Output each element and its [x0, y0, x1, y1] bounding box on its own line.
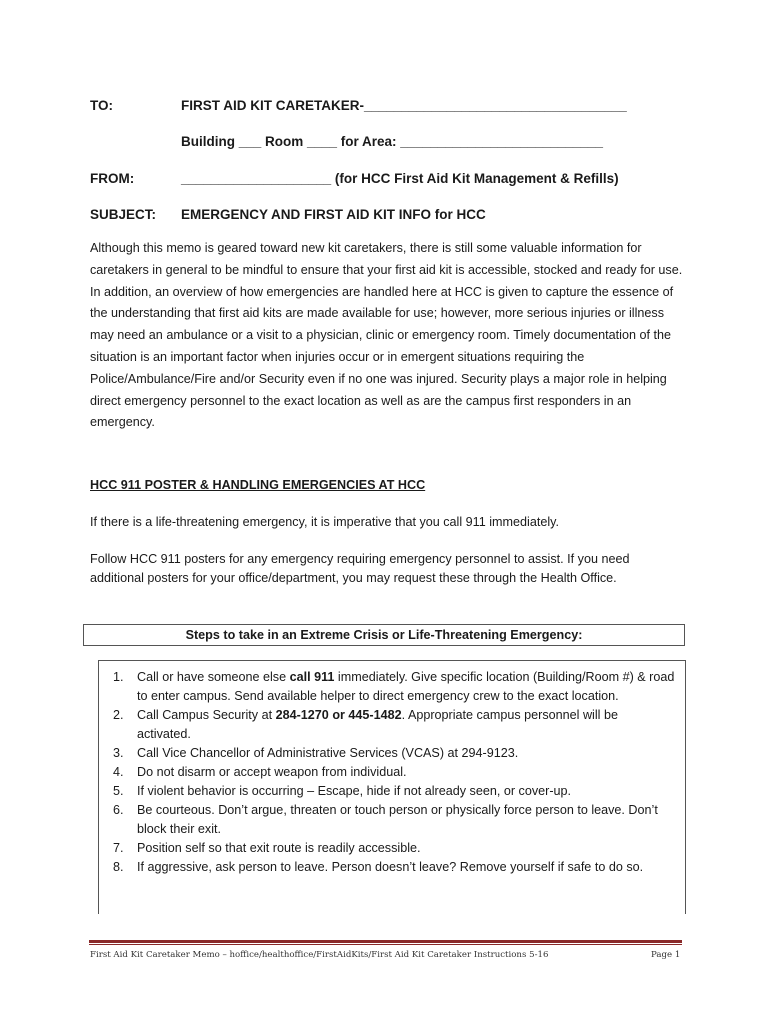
step-text: If violent behavior is occurring – Escape, hide if not already seen, or cover-up. [137, 784, 572, 798]
footer-page-number: Page 1 [651, 950, 681, 960]
step-number: 8. [113, 860, 124, 874]
posters-paragraph: Follow HCC 911 posters for any emergency requiring emergency personnel to assist. If you need additional posters for your office/department, you may request these through the Health Office. [90, 552, 630, 585]
step-item [107, 744, 675, 763]
from-label: FROM: [90, 171, 135, 186]
step-number: 3. [113, 746, 124, 760]
step-text: Be courteous. Don’t argue, threaten or touch person or physically force person to leave. Don’t block their exit. [137, 803, 658, 836]
building-value: Building ___ Room ____ for Area: ___________________________ [181, 134, 604, 149]
step-text-tail: immediately. Give specific location (Building/Room #) & road to enter campus. Send available helper to direct emergency crew to the exact location. [137, 670, 675, 703]
intro-paragraph: Although this memo is geared toward new kit caretakers, there is still some valuable information for caretakers in general to be mindful to ensure that your first aid kit is accessible, stocked and ready for use. In addition, an overview of how emergencies are handled here at HCC is given to capture the essence of the understanding that first aid kits are made available for use; however, more serious injuries or illness may need an ambulance or a visit to a physician, clinic or emergency room. Timely documentation of the situation is an important factor when injuries occur or in emergent situations requiring the Police/Ambulance/Fire and/or Security even if no one was injured. Security plays a major role in helping direct emergency personnel to the exact location as well as are the campus first responders in an emergency. [90, 241, 683, 430]
step-number: 4. [113, 765, 124, 779]
step-number: 7. [113, 841, 124, 855]
step-item [107, 706, 675, 744]
step-text-tail: . Appropriate campus personnel will be activated. [137, 708, 618, 741]
subject-label: SUBJECT: [90, 207, 157, 222]
step-item [107, 782, 675, 801]
step-text: Do not disarm or accept weapon from individual. [137, 765, 407, 779]
step-emphasis: call 911 [289, 670, 335, 684]
call-911-paragraph: If there is a life-threatening emergency, it is imperative that you call 911 immediately. [90, 515, 559, 529]
from-value: ____________________ (for HCC First Aid Kit Management & Refills) [181, 171, 619, 186]
subject-value: EMERGENCY AND FIRST AID KIT INFO for HCC [181, 207, 486, 222]
footer-divider [89, 940, 682, 943]
step-number: 2. [113, 708, 124, 722]
step-item [107, 668, 675, 706]
step-text: Call Vice Chancellor of Administrative Services (VCAS) at 294-9123. [137, 746, 519, 760]
footer-document-path: First Aid Kit Caretaker Memo – hoffice/healthoffice/FirstAidKits/First Aid Kit Caretaker Instructions 5-16 [90, 950, 549, 960]
step-text: If aggressive, ask person to leave. Person doesn’t leave? Remove yourself if safe to do so. [137, 860, 644, 874]
step-item [107, 763, 675, 782]
to-value: FIRST AID KIT CARETAKER-___________________________________ [181, 98, 627, 113]
step-text: Call Campus Security at [137, 708, 276, 722]
step-number: 6. [113, 803, 124, 817]
to-label: TO: [90, 98, 113, 113]
footer-divider-thin [89, 944, 682, 945]
steps-panel [98, 660, 686, 914]
step-emphasis: 284-1270 or 445-1482 [275, 708, 402, 722]
step-item [107, 839, 675, 858]
step-item [107, 801, 675, 839]
step-item [107, 858, 675, 877]
steps-list [107, 668, 675, 877]
step-text: Position self so that exit route is readily accessible. [137, 841, 421, 855]
step-text: Call or have someone else [137, 670, 290, 684]
step-number: 5. [113, 784, 124, 798]
steps-title-box [83, 624, 685, 646]
section-heading: HCC 911 POSTER & HANDLING EMERGENCIES AT HCC [90, 478, 426, 492]
step-number: 1. [113, 670, 124, 684]
steps-title: Steps to take in an Extreme Crisis or Life-Threatening Emergency: [185, 628, 583, 642]
